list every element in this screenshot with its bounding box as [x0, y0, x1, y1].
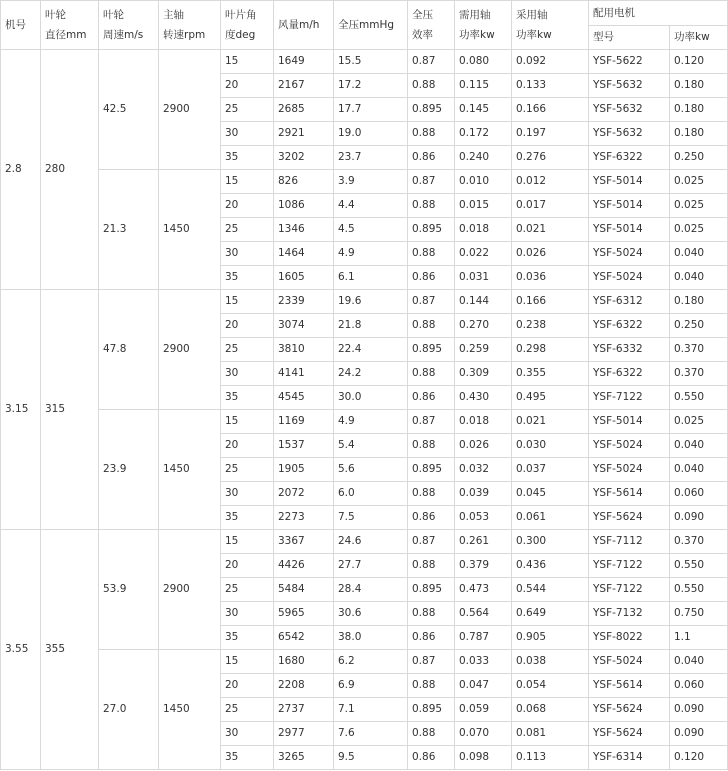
blade-angle-cell: 15	[221, 50, 274, 74]
shaft-speed-cell: 2900	[159, 290, 221, 410]
efficiency-cell: 0.88	[408, 122, 455, 146]
total-pressure-cell: 4.9	[334, 410, 408, 434]
airflow-cell: 826	[274, 170, 334, 194]
blade-angle-cell: 35	[221, 626, 274, 650]
motor-power-cell: 0.120	[670, 746, 728, 770]
motor-power-cell: 0.040	[670, 458, 728, 482]
required-power-cell: 0.145	[455, 98, 512, 122]
motor-type-cell: YSF-5014	[589, 194, 670, 218]
used-power-cell: 0.021	[512, 218, 589, 242]
blade-angle-cell: 15	[221, 410, 274, 434]
model-cell: 3.55	[1, 530, 41, 770]
model-cell: 2.8	[1, 50, 41, 290]
motor-power-cell: 0.180	[670, 98, 728, 122]
motor-power-cell: 0.090	[670, 698, 728, 722]
required-power-cell: 0.022	[455, 242, 512, 266]
blade-angle-cell: 25	[221, 578, 274, 602]
motor-type-cell: YSF-6322	[589, 362, 670, 386]
required-power-cell: 0.031	[455, 266, 512, 290]
header-total-pressure: 全压mmHg	[334, 1, 408, 50]
blade-angle-cell: 15	[221, 170, 274, 194]
motor-power-cell: 0.180	[670, 122, 728, 146]
used-power-cell: 0.045	[512, 482, 589, 506]
total-pressure-cell: 22.4	[334, 338, 408, 362]
impeller-diameter-cell: 355	[41, 530, 99, 770]
airflow-cell: 4141	[274, 362, 334, 386]
motor-type-cell: YSF-7122	[589, 578, 670, 602]
motor-type-cell: YSF-5014	[589, 218, 670, 242]
motor-power-cell: 0.040	[670, 242, 728, 266]
required-power-cell: 0.261	[455, 530, 512, 554]
motor-power-cell: 0.180	[670, 74, 728, 98]
required-power-cell: 0.047	[455, 674, 512, 698]
total-pressure-cell: 9.5	[334, 746, 408, 770]
used-power-cell: 0.017	[512, 194, 589, 218]
blade-angle-cell: 20	[221, 74, 274, 98]
table-row	[1, 530, 728, 554]
airflow-cell: 2685	[274, 98, 334, 122]
required-power-cell: 0.379	[455, 554, 512, 578]
airflow-cell: 3202	[274, 146, 334, 170]
blade-angle-cell: 30	[221, 722, 274, 746]
motor-power-cell: 0.550	[670, 578, 728, 602]
motor-type-cell: YSF-5024	[589, 434, 670, 458]
table-row	[1, 650, 728, 674]
efficiency-cell: 0.895	[408, 98, 455, 122]
required-power-cell: 0.115	[455, 74, 512, 98]
total-pressure-cell: 24.2	[334, 362, 408, 386]
used-power-cell: 0.238	[512, 314, 589, 338]
required-power-cell: 0.039	[455, 482, 512, 506]
used-power-cell: 0.436	[512, 554, 589, 578]
used-power-cell: 0.081	[512, 722, 589, 746]
blade-angle-cell: 25	[221, 458, 274, 482]
motor-power-cell: 0.025	[670, 170, 728, 194]
blade-angle-cell: 20	[221, 314, 274, 338]
efficiency-cell: 0.86	[408, 506, 455, 530]
airflow-cell: 1346	[274, 218, 334, 242]
motor-power-cell: 0.250	[670, 146, 728, 170]
shaft-speed-cell: 1450	[159, 410, 221, 530]
required-power-cell: 0.010	[455, 170, 512, 194]
motor-type-cell: YSF-5014	[589, 410, 670, 434]
blade-angle-cell: 35	[221, 506, 274, 530]
total-pressure-cell: 30.0	[334, 386, 408, 410]
required-power-cell: 0.018	[455, 218, 512, 242]
motor-power-cell: 0.370	[670, 530, 728, 554]
total-pressure-cell: 30.6	[334, 602, 408, 626]
motor-type-cell: YSF-6314	[589, 746, 670, 770]
blade-angle-cell: 25	[221, 218, 274, 242]
required-power-cell: 0.564	[455, 602, 512, 626]
used-power-cell: 0.649	[512, 602, 589, 626]
blade-angle-cell: 35	[221, 146, 274, 170]
required-power-cell: 0.033	[455, 650, 512, 674]
motor-type-cell: YSF-5624	[589, 698, 670, 722]
shaft-speed-cell: 1450	[159, 170, 221, 290]
required-power-cell: 0.787	[455, 626, 512, 650]
table-row	[1, 290, 728, 314]
model-cell: 3.15	[1, 290, 41, 530]
motor-power-cell: 0.550	[670, 386, 728, 410]
required-power-cell: 0.032	[455, 458, 512, 482]
required-power-cell: 0.259	[455, 338, 512, 362]
motor-type-cell: YSF-8022	[589, 626, 670, 650]
airflow-cell: 1464	[274, 242, 334, 266]
motor-power-cell: 1.1	[670, 626, 728, 650]
used-power-cell: 0.166	[512, 98, 589, 122]
required-power-cell: 0.144	[455, 290, 512, 314]
header-motor: 配用电机	[589, 1, 728, 26]
header-motor-type: 型号	[589, 26, 670, 50]
blade-angle-cell: 20	[221, 194, 274, 218]
header-motor-power: 功率kw	[670, 26, 728, 50]
required-power-cell: 0.240	[455, 146, 512, 170]
airflow-cell: 1086	[274, 194, 334, 218]
efficiency-cell: 0.88	[408, 554, 455, 578]
motor-power-cell: 0.180	[670, 290, 728, 314]
motor-type-cell: YSF-5014	[589, 170, 670, 194]
total-pressure-cell: 15.5	[334, 50, 408, 74]
motor-type-cell: YSF-5632	[589, 74, 670, 98]
used-power-cell: 0.037	[512, 458, 589, 482]
motor-power-cell: 0.370	[670, 338, 728, 362]
used-power-cell: 0.298	[512, 338, 589, 362]
blade-angle-cell: 15	[221, 650, 274, 674]
efficiency-cell: 0.88	[408, 722, 455, 746]
used-power-cell: 0.113	[512, 746, 589, 770]
efficiency-cell: 0.895	[408, 458, 455, 482]
blade-angle-cell: 25	[221, 698, 274, 722]
required-power-cell: 0.098	[455, 746, 512, 770]
efficiency-cell: 0.87	[408, 290, 455, 314]
header-tip-speed: 叶轮 周速m/s	[99, 1, 159, 50]
used-power-cell: 0.030	[512, 434, 589, 458]
shaft-speed-cell: 1450	[159, 650, 221, 770]
efficiency-cell: 0.88	[408, 434, 455, 458]
header-required-power: 需用轴 功率kw	[455, 1, 512, 50]
required-power-cell: 0.018	[455, 410, 512, 434]
total-pressure-cell: 21.8	[334, 314, 408, 338]
motor-type-cell: YSF-5024	[589, 458, 670, 482]
efficiency-cell: 0.86	[408, 266, 455, 290]
used-power-cell: 0.905	[512, 626, 589, 650]
impeller-diameter-cell: 280	[41, 50, 99, 290]
airflow-cell: 6542	[274, 626, 334, 650]
airflow-cell: 2921	[274, 122, 334, 146]
required-power-cell: 0.473	[455, 578, 512, 602]
total-pressure-cell: 7.5	[334, 506, 408, 530]
motor-type-cell: YSF-5632	[589, 98, 670, 122]
total-pressure-cell: 6.0	[334, 482, 408, 506]
blade-angle-cell: 35	[221, 386, 274, 410]
blade-angle-cell: 30	[221, 122, 274, 146]
efficiency-cell: 0.895	[408, 698, 455, 722]
total-pressure-cell: 4.4	[334, 194, 408, 218]
efficiency-cell: 0.88	[408, 242, 455, 266]
used-power-cell: 0.036	[512, 266, 589, 290]
airflow-cell: 3810	[274, 338, 334, 362]
efficiency-cell: 0.87	[408, 170, 455, 194]
required-power-cell: 0.026	[455, 434, 512, 458]
table-row	[1, 170, 728, 194]
blade-angle-cell: 15	[221, 530, 274, 554]
efficiency-cell: 0.86	[408, 746, 455, 770]
motor-power-cell: 0.025	[670, 218, 728, 242]
header-efficiency: 全压 效率	[408, 1, 455, 50]
airflow-cell: 1649	[274, 50, 334, 74]
motor-type-cell: YSF-5024	[589, 242, 670, 266]
blade-angle-cell: 30	[221, 602, 274, 626]
total-pressure-cell: 6.2	[334, 650, 408, 674]
total-pressure-cell: 19.6	[334, 290, 408, 314]
blade-angle-cell: 20	[221, 674, 274, 698]
tip-speed-cell: 53.9	[99, 530, 159, 650]
blade-angle-cell: 25	[221, 98, 274, 122]
tip-speed-cell: 47.8	[99, 290, 159, 410]
airflow-cell: 2273	[274, 506, 334, 530]
efficiency-cell: 0.88	[408, 602, 455, 626]
blade-angle-cell: 25	[221, 338, 274, 362]
motor-power-cell: 0.250	[670, 314, 728, 338]
airflow-cell: 4426	[274, 554, 334, 578]
tip-speed-cell: 23.9	[99, 410, 159, 530]
motor-type-cell: YSF-5624	[589, 722, 670, 746]
efficiency-cell: 0.88	[408, 674, 455, 698]
total-pressure-cell: 5.4	[334, 434, 408, 458]
efficiency-cell: 0.88	[408, 482, 455, 506]
shaft-speed-cell: 2900	[159, 530, 221, 650]
motor-type-cell: YSF-7132	[589, 602, 670, 626]
table-row	[1, 410, 728, 434]
total-pressure-cell: 17.2	[334, 74, 408, 98]
airflow-cell: 1680	[274, 650, 334, 674]
used-power-cell: 0.544	[512, 578, 589, 602]
efficiency-cell: 0.86	[408, 626, 455, 650]
motor-type-cell: YSF-5024	[589, 266, 670, 290]
efficiency-cell: 0.87	[408, 410, 455, 434]
motor-power-cell: 0.090	[670, 722, 728, 746]
blade-angle-cell: 30	[221, 242, 274, 266]
total-pressure-cell: 3.9	[334, 170, 408, 194]
motor-power-cell: 0.025	[670, 410, 728, 434]
blade-angle-cell: 15	[221, 290, 274, 314]
required-power-cell: 0.015	[455, 194, 512, 218]
efficiency-cell: 0.895	[408, 578, 455, 602]
tip-speed-cell: 42.5	[99, 50, 159, 170]
blade-angle-cell: 30	[221, 362, 274, 386]
required-power-cell: 0.053	[455, 506, 512, 530]
airflow-cell: 2737	[274, 698, 334, 722]
motor-type-cell: YSF-5614	[589, 482, 670, 506]
used-power-cell: 0.054	[512, 674, 589, 698]
total-pressure-cell: 6.9	[334, 674, 408, 698]
airflow-cell: 1169	[274, 410, 334, 434]
shaft-speed-cell: 2900	[159, 50, 221, 170]
header-airflow: 风量m/h	[274, 1, 334, 50]
total-pressure-cell: 7.6	[334, 722, 408, 746]
required-power-cell: 0.080	[455, 50, 512, 74]
motor-power-cell: 0.750	[670, 602, 728, 626]
efficiency-cell: 0.88	[408, 194, 455, 218]
airflow-cell: 2339	[274, 290, 334, 314]
airflow-cell: 2072	[274, 482, 334, 506]
motor-power-cell: 0.370	[670, 362, 728, 386]
motor-type-cell: YSF-5624	[589, 506, 670, 530]
used-power-cell: 0.133	[512, 74, 589, 98]
required-power-cell: 0.270	[455, 314, 512, 338]
airflow-cell: 2167	[274, 74, 334, 98]
total-pressure-cell: 24.6	[334, 530, 408, 554]
airflow-cell: 4545	[274, 386, 334, 410]
used-power-cell: 0.038	[512, 650, 589, 674]
total-pressure-cell: 23.7	[334, 146, 408, 170]
airflow-cell: 1905	[274, 458, 334, 482]
motor-type-cell: YSF-5632	[589, 122, 670, 146]
total-pressure-cell: 28.4	[334, 578, 408, 602]
airflow-cell: 5484	[274, 578, 334, 602]
total-pressure-cell: 4.9	[334, 242, 408, 266]
efficiency-cell: 0.895	[408, 338, 455, 362]
used-power-cell: 0.495	[512, 386, 589, 410]
airflow-cell: 2977	[274, 722, 334, 746]
used-power-cell: 0.092	[512, 50, 589, 74]
motor-type-cell: YSF-5614	[589, 674, 670, 698]
efficiency-cell: 0.88	[408, 362, 455, 386]
tip-speed-cell: 21.3	[99, 170, 159, 290]
airflow-cell: 5965	[274, 602, 334, 626]
airflow-cell: 3367	[274, 530, 334, 554]
efficiency-cell: 0.88	[408, 74, 455, 98]
motor-power-cell: 0.040	[670, 434, 728, 458]
header-model: 机号	[1, 1, 41, 50]
used-power-cell: 0.355	[512, 362, 589, 386]
total-pressure-cell: 7.1	[334, 698, 408, 722]
motor-power-cell: 0.090	[670, 506, 728, 530]
efficiency-cell: 0.87	[408, 50, 455, 74]
header-used-power: 采用轴 功率kw	[512, 1, 589, 50]
used-power-cell: 0.300	[512, 530, 589, 554]
motor-type-cell: YSF-6322	[589, 314, 670, 338]
motor-type-cell: YSF-7122	[589, 386, 670, 410]
motor-type-cell: YSF-6312	[589, 290, 670, 314]
motor-power-cell: 0.120	[670, 50, 728, 74]
used-power-cell: 0.061	[512, 506, 589, 530]
motor-type-cell: YSF-7122	[589, 554, 670, 578]
impeller-diameter-cell: 315	[41, 290, 99, 530]
motor-power-cell: 0.040	[670, 266, 728, 290]
efficiency-cell: 0.87	[408, 530, 455, 554]
blade-angle-cell: 35	[221, 746, 274, 770]
efficiency-cell: 0.87	[408, 650, 455, 674]
required-power-cell: 0.309	[455, 362, 512, 386]
total-pressure-cell: 27.7	[334, 554, 408, 578]
total-pressure-cell: 17.7	[334, 98, 408, 122]
motor-power-cell: 0.025	[670, 194, 728, 218]
motor-power-cell: 0.060	[670, 674, 728, 698]
required-power-cell: 0.070	[455, 722, 512, 746]
used-power-cell: 0.021	[512, 410, 589, 434]
efficiency-cell: 0.86	[408, 146, 455, 170]
motor-type-cell: YSF-6322	[589, 146, 670, 170]
used-power-cell: 0.276	[512, 146, 589, 170]
total-pressure-cell: 6.1	[334, 266, 408, 290]
blade-angle-cell: 30	[221, 482, 274, 506]
motor-type-cell: YSF-7112	[589, 530, 670, 554]
motor-type-cell: YSF-6332	[589, 338, 670, 362]
used-power-cell: 0.068	[512, 698, 589, 722]
tip-speed-cell: 27.0	[99, 650, 159, 770]
required-power-cell: 0.172	[455, 122, 512, 146]
motor-type-cell: YSF-5024	[589, 650, 670, 674]
total-pressure-cell: 38.0	[334, 626, 408, 650]
airflow-cell: 2208	[274, 674, 334, 698]
airflow-cell: 1605	[274, 266, 334, 290]
used-power-cell: 0.012	[512, 170, 589, 194]
header-blade-angle: 叶片角 度deg	[221, 1, 274, 50]
motor-power-cell: 0.060	[670, 482, 728, 506]
required-power-cell: 0.059	[455, 698, 512, 722]
airflow-cell: 3074	[274, 314, 334, 338]
required-power-cell: 0.430	[455, 386, 512, 410]
blade-angle-cell: 20	[221, 554, 274, 578]
header-shaft-speed: 主轴 转速rpm	[159, 1, 221, 50]
motor-power-cell: 0.040	[670, 650, 728, 674]
airflow-cell: 3265	[274, 746, 334, 770]
efficiency-cell: 0.86	[408, 386, 455, 410]
motor-type-cell: YSF-5622	[589, 50, 670, 74]
motor-power-cell: 0.550	[670, 554, 728, 578]
used-power-cell: 0.166	[512, 290, 589, 314]
used-power-cell: 0.026	[512, 242, 589, 266]
efficiency-cell: 0.88	[408, 314, 455, 338]
total-pressure-cell: 5.6	[334, 458, 408, 482]
total-pressure-cell: 4.5	[334, 218, 408, 242]
blade-angle-cell: 35	[221, 266, 274, 290]
total-pressure-cell: 19.0	[334, 122, 408, 146]
header-impeller-diameter: 叶轮 直径mm	[41, 1, 99, 50]
efficiency-cell: 0.895	[408, 218, 455, 242]
blade-angle-cell: 20	[221, 434, 274, 458]
used-power-cell: 0.197	[512, 122, 589, 146]
table-row	[1, 50, 728, 74]
airflow-cell: 1537	[274, 434, 334, 458]
